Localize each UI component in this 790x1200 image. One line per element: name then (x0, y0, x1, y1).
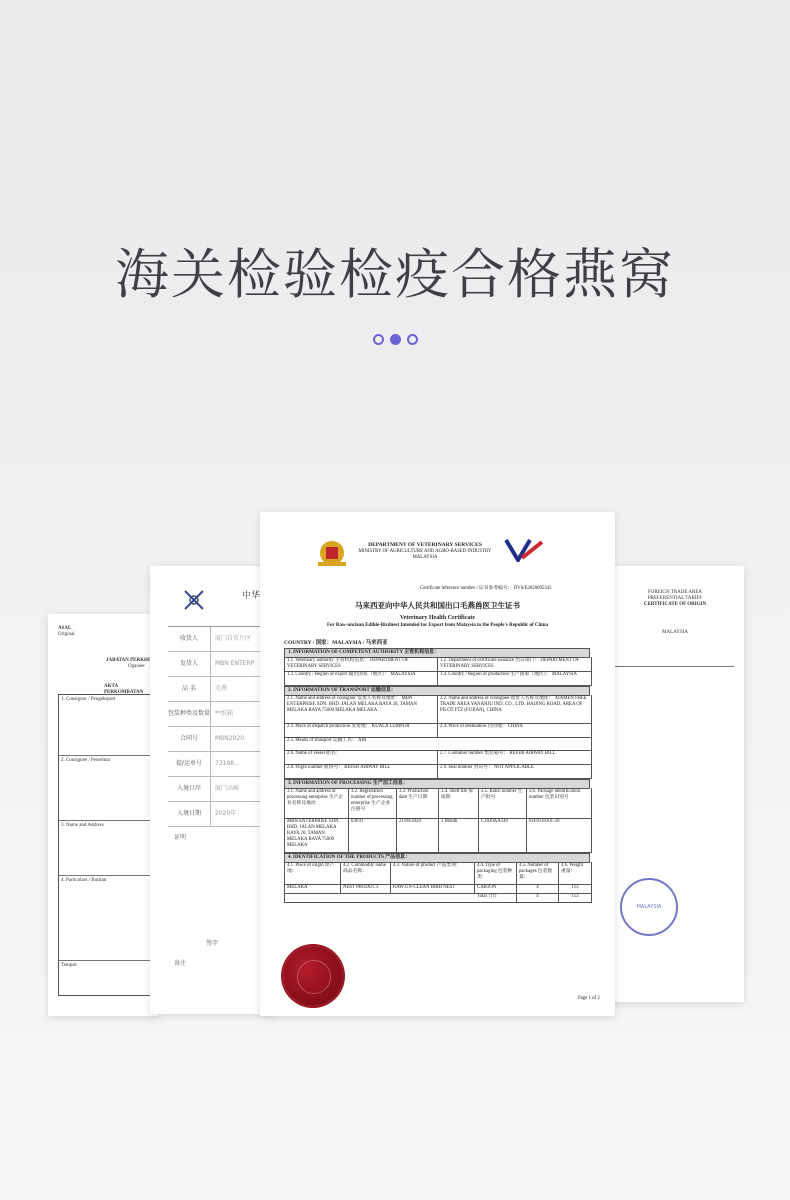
field-r13: 1.3. Country / Region of export 输出国家（地区）： MALAYSIA (285, 671, 438, 685)
row-label: 包装种类及数量 (168, 702, 211, 726)
cert-title-cn: 马来西亚向中华人民共和国出口毛燕兽医卫生证书 (355, 601, 520, 610)
origin-line: CERTIFICATE OF ORIGIN (643, 602, 707, 607)
field-r29: 2.9. Seal number 封识号： NOT APPLICABLE (440, 765, 534, 770)
doc-sign: 签字 (206, 940, 219, 947)
field-r26: 2.6. Name of vessel 船名： (285, 750, 438, 764)
table-row (284, 723, 592, 738)
val-31: MBN ENTERPRISE SDN. BHD. JALAN MELAKA RAYA 20, TAMAN MELAKA RAYA 75000 MELAKA (285, 818, 349, 852)
val-45: 4 (517, 884, 559, 893)
row-label: 入境口岸 (168, 777, 211, 801)
total-weight: 113 (571, 894, 579, 899)
malaysia-crest-icon (314, 538, 350, 568)
table-row (284, 818, 592, 853)
table-row (284, 750, 592, 765)
section-processing: 3. INFORMATION OF PROCESSING 生产加工信息： (284, 779, 590, 789)
row-label: 品 名 (168, 677, 211, 701)
dept-name: DEPARTMENT OF VETERINARY SERVICES (368, 542, 482, 548)
table-row (284, 671, 592, 686)
table-row (284, 764, 592, 779)
row-label: 合同号 (168, 727, 211, 751)
field-r25: 2.5. Means of transport 运输工具： AIR (287, 738, 367, 743)
form-line: 3. Name and Address (59, 821, 158, 876)
form-footer: Tempat: (61, 963, 78, 968)
veterinary-certificate-doc (260, 512, 615, 1016)
pager-dot[interactable] (373, 334, 384, 345)
val-36: 01F0110101-20 (529, 819, 560, 824)
val-41: MELAKA (285, 884, 341, 893)
table-row: 入境口岸 厦门高崎 (168, 777, 275, 802)
malay-certificate-doc (48, 614, 158, 1016)
col-h41: 4.1. Place of origin 原产地： (285, 862, 341, 884)
section-products: 4. IDENTIFICATION OF THE PRODUCTS 产品信息： (284, 853, 590, 863)
form-line: 2. Consignee / Penerima (59, 756, 158, 821)
doc-subtitle: Oganeer (128, 664, 145, 669)
inspection-certificate-doc (150, 566, 275, 1014)
table-row (284, 737, 592, 751)
field-r21: 2.1. Name and address of consignor 发货人名称及地址： MBN ENTERPRISE SDN. BHD. JALAN MELAKA RAYA 20, TAMAN MELAKA RAYA 75000 MELAKA MELAKA (285, 695, 438, 723)
doc-remark: 备注 (174, 960, 187, 967)
doc-section-title: AKTA PERKOMBATAN (104, 684, 144, 695)
page-title: 海关检验检疫合格燕窝 (115, 243, 675, 306)
wax-seal (283, 946, 343, 1006)
col-h31: 3.1. Name and address of processing enterprise 生产企业名称及地址 (285, 788, 349, 818)
col-h45: 4.5. Number of packages 包装数量： (517, 862, 559, 884)
origin-country: MALAYSIA (662, 630, 688, 635)
origin-line: FOREIGN TRADE AREA (647, 590, 703, 595)
col-h46: 4.6. Weight 重量： (561, 863, 584, 874)
total-label: Total 合计 (475, 893, 517, 902)
form-line: 4. Particulars / Butiran (59, 876, 158, 961)
table-row: 发货人 MBN ENTERP (168, 652, 275, 677)
col-h35: 3.5. Batch number 生产批号 (479, 788, 527, 818)
col-h33: 3.3. Production date 生产日期 (397, 788, 439, 818)
origin-certificate-doc (600, 566, 744, 1002)
val-34: 3 Month (439, 818, 479, 852)
val-35: C2020AA146 (479, 818, 527, 852)
customs-emblem-icon (182, 588, 206, 612)
col-h43: 4.3. Nature of product 产品类别： (391, 862, 475, 884)
row-label: 收货人 (168, 627, 211, 651)
doc-header-1: Original (58, 632, 75, 637)
page-number: Page 1 of 2 (578, 996, 600, 1001)
val-32: 03F01 (349, 818, 397, 852)
val-44: CARTON (475, 884, 517, 893)
origin-line: PREFERENTIAL TARIFF (647, 596, 703, 601)
row-label: 提/运单号 (168, 752, 211, 776)
table-row (284, 862, 592, 885)
country-field: COUNTRY / 国家：MALAYSIA / 马来西亚 (284, 640, 388, 646)
total-packages: 4 (517, 893, 559, 902)
field-r12: 1.2. Department of certificate issuance 出证部门： DEPARTMENT OF VETERINARY SERVICES (440, 658, 580, 669)
table-row (284, 788, 592, 819)
stamp-text: MALAYSIA (636, 904, 662, 910)
table-row (284, 657, 592, 672)
doc-title: JABATAN PERKHI (106, 658, 150, 663)
col-h42: 4.2. Commodity name 商品名称： (341, 862, 391, 884)
col-h32: 3.2. Registration number of processing enterprise 生产企业注册号 (349, 788, 397, 818)
col-h36: 3.6. Package identification number 包装识别号 (529, 789, 581, 800)
official-stamp (620, 878, 678, 936)
doc-heading: 中华 (242, 591, 261, 601)
form-line: 1. Consignor / Pengeksport (59, 695, 158, 756)
row-label: 入境日期 (168, 802, 211, 826)
field-r28: 2.8. Flight number 航班号： REFER AIRWAY BILL (285, 764, 438, 778)
field-r14: 1.4. Country / Region of production 生产国家（地区）： MALAYSIA (440, 672, 577, 677)
dvs-logo-icon (500, 538, 550, 562)
table-row: 入境日期 2020年 (168, 802, 275, 827)
col-h44: 4.4. Type of packaging 包装种类： (475, 862, 517, 884)
row-label: 发货人 (168, 652, 211, 676)
table-row: 合同号 MBN2020 (168, 727, 275, 752)
field-r27: 2.7. Container number 集装箱号： REFER AIRWAY BILL (440, 751, 556, 756)
pager-dots[interactable] (0, 330, 790, 349)
table-row: 品 名 毛燕 (168, 677, 275, 702)
section-transport: 2. INFORMATION OF TRANSPORT 运输信息： (284, 686, 590, 696)
field-r24: 2.4. Place of destination 目的地： CHINA (440, 724, 524, 729)
doc-form-box (58, 694, 158, 996)
doc-header-0: ASAL (58, 626, 72, 631)
ministry-name: MINISTRY OF AGRICULTURE AND AGRO-BASED INDUSTRY (358, 549, 492, 554)
table-row: 包装种类及数量 **纸箱 (168, 702, 275, 727)
doc-note: 证明 (174, 834, 187, 841)
field-r22: 2.2. Name and address of consignee 收货人名称及地址： XIAMEN FREE TRADE AREA YANANJU IND. CO., LTD. HAIJING ROAD, AREA OF PILOT FTZ (FUJIAN), CHINA (440, 696, 587, 713)
field-r23: 2.3. Place of dispatch production 发货地： KUALA LUMPUR (285, 723, 438, 737)
table-row (284, 695, 592, 724)
pager-dot[interactable] (407, 334, 418, 345)
val-33: 21/09/2020 (397, 818, 439, 852)
val-43: RAW UN-CLEAN BIRD NEST (391, 884, 475, 893)
section-authority: 1. INFORMATION OF COMPETENT AUTHORITY 主管机构信息： (284, 648, 590, 658)
cert-subtitle: For Raw-unclean Edible-Birdnest Intended for Export from Malaysia to the People's Republic of China (327, 623, 548, 628)
inspection-table (168, 626, 275, 827)
table-row: 收货人 厦门自贸片区 (168, 627, 275, 652)
cert-title-en: Veterinary Health Certificate (399, 615, 476, 621)
val-46: 113 (571, 885, 579, 890)
pager-dot-active[interactable] (390, 334, 401, 345)
col-h34: 3.4. Shelf life 保质期 (439, 788, 479, 818)
val-42: NEST PRODUCT (341, 884, 391, 893)
country-line: MALAYSIA (412, 555, 438, 560)
table-row: 提/运单号 73198... (168, 752, 275, 777)
cert-ref: Certificate reference number / 证书参考编号： DVS/E2020095345 (420, 586, 552, 591)
table-row (284, 893, 592, 903)
field-r11: 1.1. Veterinary authority 主管机构信息： DEPARTMENT OF VETERINARY SERVICES (285, 657, 438, 671)
